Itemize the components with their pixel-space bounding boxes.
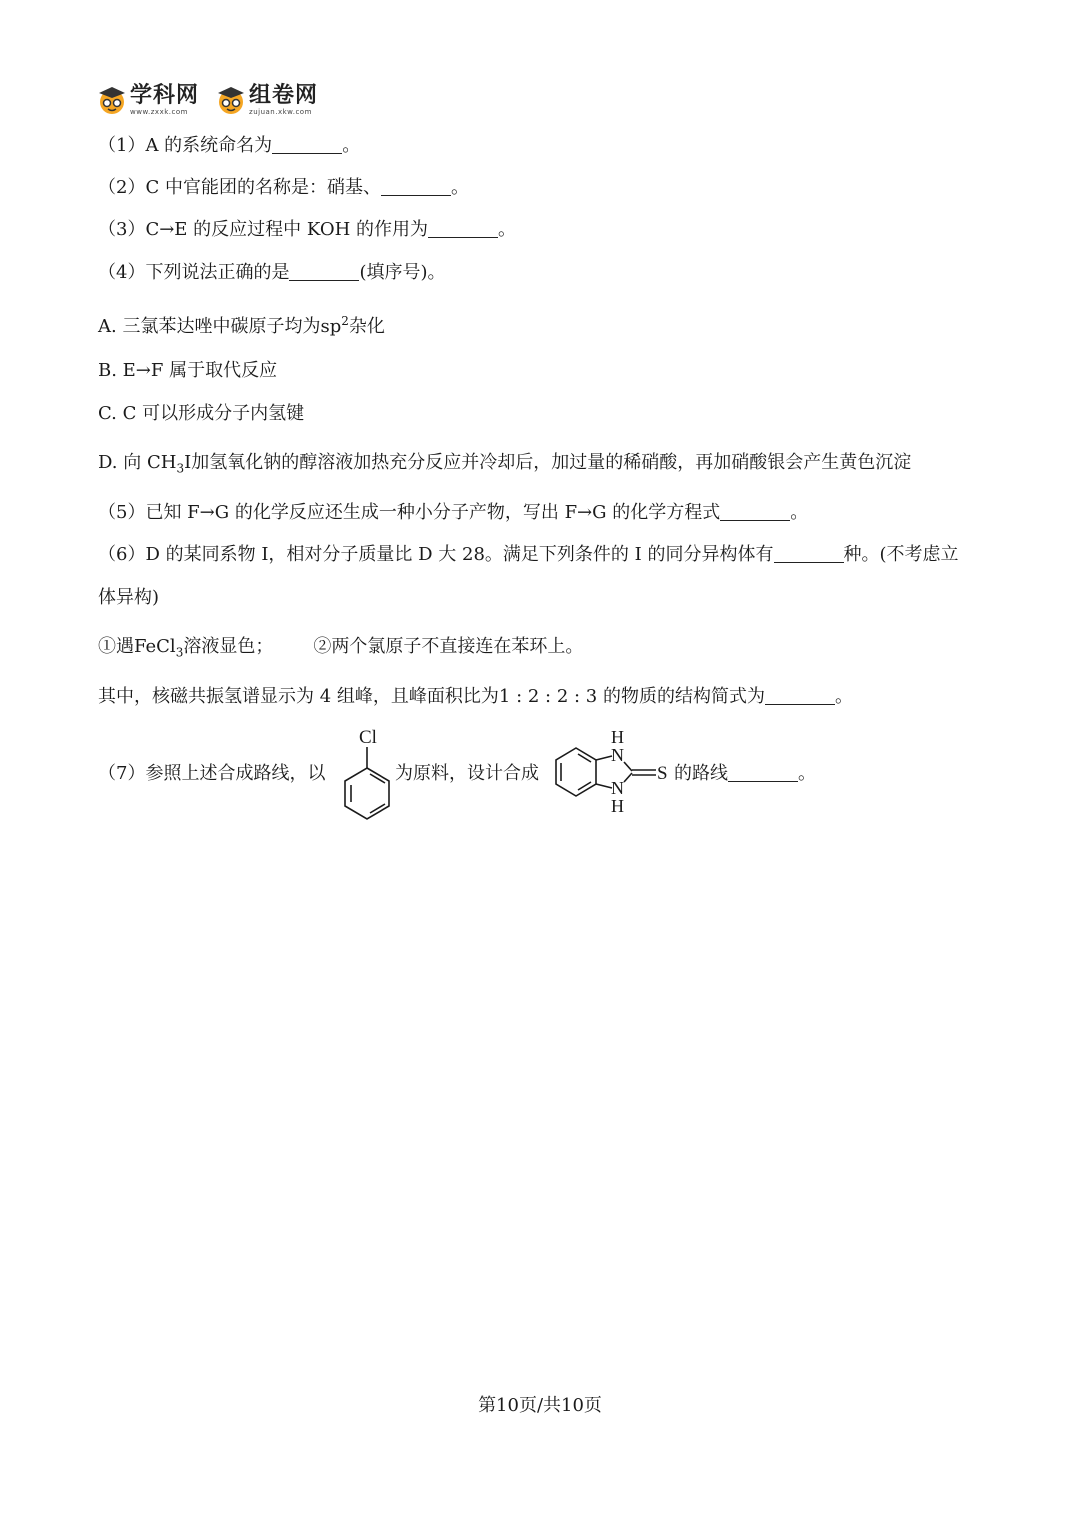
answer-blank[interactable] [765,686,835,705]
question-text: 。 [790,502,809,523]
question-text: 。 [798,763,816,784]
option-text: 加氢氧化钠的醇溶液加热充分反应并冷却后，加过量的稀硝酸，再加硝酸银会产生黄色沉淀 [191,452,912,473]
question-text: 其中，核磁共振氢谱显示为 4 组峰，且峰面积比为1 : 2 : 2 : 3 的物质的结构简式为 [98,686,765,707]
answer-blank[interactable] [272,135,342,154]
option-text: A. 三氯苯达唑中碳原子均为 [98,316,321,337]
formula-superscript: 2 [341,314,349,328]
conditions [98,635,583,665]
logo-url: zujuan.xkw.com [249,108,312,116]
condition-text: ②两个氯原子不直接连在苯环上。 [313,636,584,657]
hydrogen-top-label: H [611,727,624,747]
answer-blank[interactable] [381,177,451,196]
mascot-icon [215,84,247,116]
formula-ch: CH [146,452,177,473]
logo-zujuan [215,84,318,116]
question-6-line-2 [98,586,159,610]
question-text: （5）已知 F→G 的化学反应还生成一种小分子产物，写出 F→G 的化学方程式 [98,502,721,523]
chlorobenzene-structure [334,722,400,822]
question-text: （3）C→E 的反应过程中 KOH 的作用为 [98,219,429,240]
question-2 [98,176,469,200]
formula-i: I [184,452,192,473]
question-text: 为原料，设计合成 [395,763,539,784]
nitrogen-bottom-label: N [611,778,624,798]
nitrogen-top-label: N [611,745,624,765]
question-text: 。 [498,219,517,240]
option-a [98,309,385,339]
condition-text: ①遇 [98,636,134,657]
logo-url: www.zxxk.com [130,108,188,116]
chlorine-label: Cl [359,727,377,748]
question-text: 。 [342,135,361,156]
question-text: 。 [834,686,853,707]
condition-text: 溶液显色； [183,636,274,657]
formula-sp: sp [320,316,342,337]
option-text: 杂化 [348,316,385,337]
option-c [98,402,304,426]
logo-zxxk [96,84,199,116]
question-text: （4）下列说法正确的是 [98,262,290,283]
option-text: B. E→F 属于取代反应 [98,360,278,381]
question-4 [98,261,446,285]
answer-blank[interactable] [774,544,844,563]
formula-subscript: 3 [176,461,185,476]
question-text: （2）C 中官能团的名称是：硝基、 [98,177,381,198]
answer-blank[interactable] [289,262,359,281]
question-7-post [674,762,816,786]
option-text: C. C 可以形成分子内氢键 [98,403,305,424]
question-text: 体异构) [98,587,160,608]
question-6-line-1 [98,543,959,567]
question-5 [98,501,808,525]
question-text: （7）参照上述合成路线，以 [98,763,326,784]
sulfur-label: S [657,763,668,784]
question-1 [98,134,360,158]
logo-name: 组卷网 [249,83,319,108]
nmr-statement [98,685,853,709]
option-b [98,359,277,383]
question-text: （6）D 的某同系物 I，相对分子质量比 D 大 28。满足下列条件的 I 的同分异构体有 [98,544,774,565]
question-text: 。 [450,177,469,198]
question-7-pre [98,762,325,786]
option-d [98,451,911,481]
answer-blank[interactable] [728,763,798,782]
formula-fecl: FeCl [134,636,176,657]
question-3 [98,218,516,242]
question-text: 的路线 [674,763,728,784]
mascot-icon [96,84,128,116]
benzimidazole-thione-structure [548,726,674,818]
logo-name: 学科网 [130,83,200,108]
question-7-mid [395,762,539,786]
answer-blank[interactable] [428,219,498,238]
question-text: （1）A 的系统命名为 [98,135,273,156]
formula-subscript: 3 [175,645,184,660]
answer-blank[interactable] [720,502,790,521]
hydrogen-bottom-label: H [611,796,624,816]
question-text: 种。(不考虑立 [843,544,959,565]
question-text: (填序号)。 [359,262,446,283]
header-logos [96,80,334,120]
page-footer: 第10页/共10页 [478,1395,602,1416]
option-text: D. 向 [98,452,142,473]
